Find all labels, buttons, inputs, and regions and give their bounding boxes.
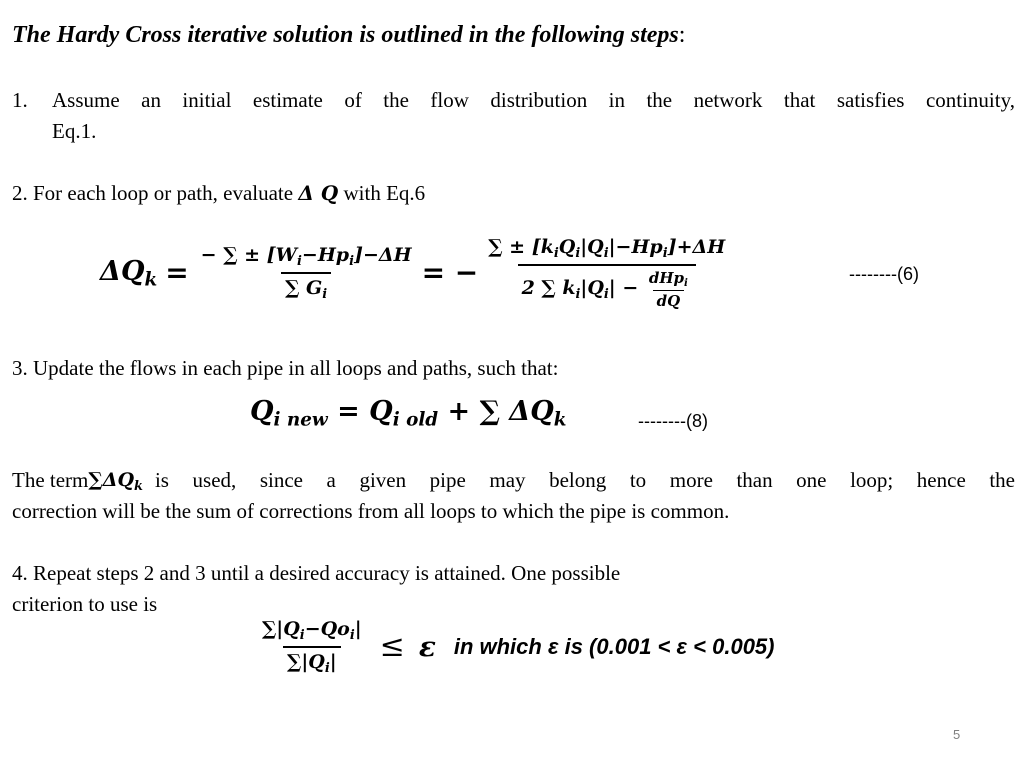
step3-line: 3. Update the flows in each pipe in all loops and paths, such that: <box>12 356 559 380</box>
eq6-fraction-1 <box>197 244 416 302</box>
eq6-frac1-denominator: ∑ $G_i$ <box>281 272 331 302</box>
step4-line2: criterion to use is <box>12 592 158 616</box>
step2-symbol: Δ Q <box>298 181 339 205</box>
criterion-fraction <box>258 618 366 676</box>
step4-line1: 4. Repeat steps 2 and 3 until a desired accuracy is attained. One possible <box>12 561 621 585</box>
eq6-equals-2: = − <box>421 256 479 290</box>
step1-number: 1. <box>12 88 28 112</box>
eq6-frac1-numerator: − ∑ ± $[W_i-Hp_i]-\Delta H$ <box>200 244 412 269</box>
criterion-denominator: $\sum|Q_i|$ <box>283 646 341 676</box>
eq6-lhs: $\Delta Q_k$ <box>100 255 158 291</box>
term-the-term: The term <box>12 468 89 492</box>
term-symbol: $\sum\Delta Q_k$ <box>88 469 143 494</box>
criterion-le: ≤ <box>379 629 405 665</box>
step1-line1: Assume an initial estimate of the flow distribution in the network that satisfies continuity, <box>52 88 1015 112</box>
heading-colon: : <box>678 22 686 48</box>
equation-8: $Q_{i new} = Q_{i old}$ + ∑ $\Delta Q_k$ <box>250 396 567 431</box>
eq6-reference: --------(6) <box>849 264 919 284</box>
eq6-dhp-dq-fraction: $\frac{dHp_i}{dQ}$ <box>648 268 688 310</box>
eq6-equals-1: = <box>165 256 189 290</box>
criterion-equation <box>258 618 775 676</box>
slide-heading <box>12 22 685 49</box>
criterion-description: in which ε is (0.001 < ε < 0.005) <box>453 633 775 659</box>
eq6-fraction-2 <box>484 236 729 310</box>
equation-6 <box>100 236 729 310</box>
step2-suffix: with Eq.6 <box>343 181 426 205</box>
eq6-frac2-numerator: ∑ ± $[k_iQ_i|Q_i|-Hp_i]+\Delta H$ <box>488 236 726 261</box>
term-line1-rest: is used, since a given pipe may belong to more than one loop; hence the <box>154 468 1015 492</box>
heading-text: The Hardy Cross iterative solution is outlined in the following steps <box>12 22 679 48</box>
criterion-numerator: $\sum|Q_i-Qo_i|$ <box>262 618 362 643</box>
step1-line2: Eq.1. <box>52 119 97 143</box>
page-number: 5 <box>953 727 961 742</box>
term-line2: correction will be the sum of corrections from all loops to which the pipe is common. <box>12 499 730 523</box>
eq8-reference: --------(8) <box>638 411 708 431</box>
step2-line <box>12 178 425 209</box>
eq6-frac2-denominator: 2 ∑ $k_i|Q_i|$ − $\frac{dHp_i}{dQ}$ <box>518 264 696 310</box>
step2-prefix: 2. For each loop or path, evaluate <box>12 181 294 205</box>
criterion-epsilon: ε <box>418 630 436 664</box>
